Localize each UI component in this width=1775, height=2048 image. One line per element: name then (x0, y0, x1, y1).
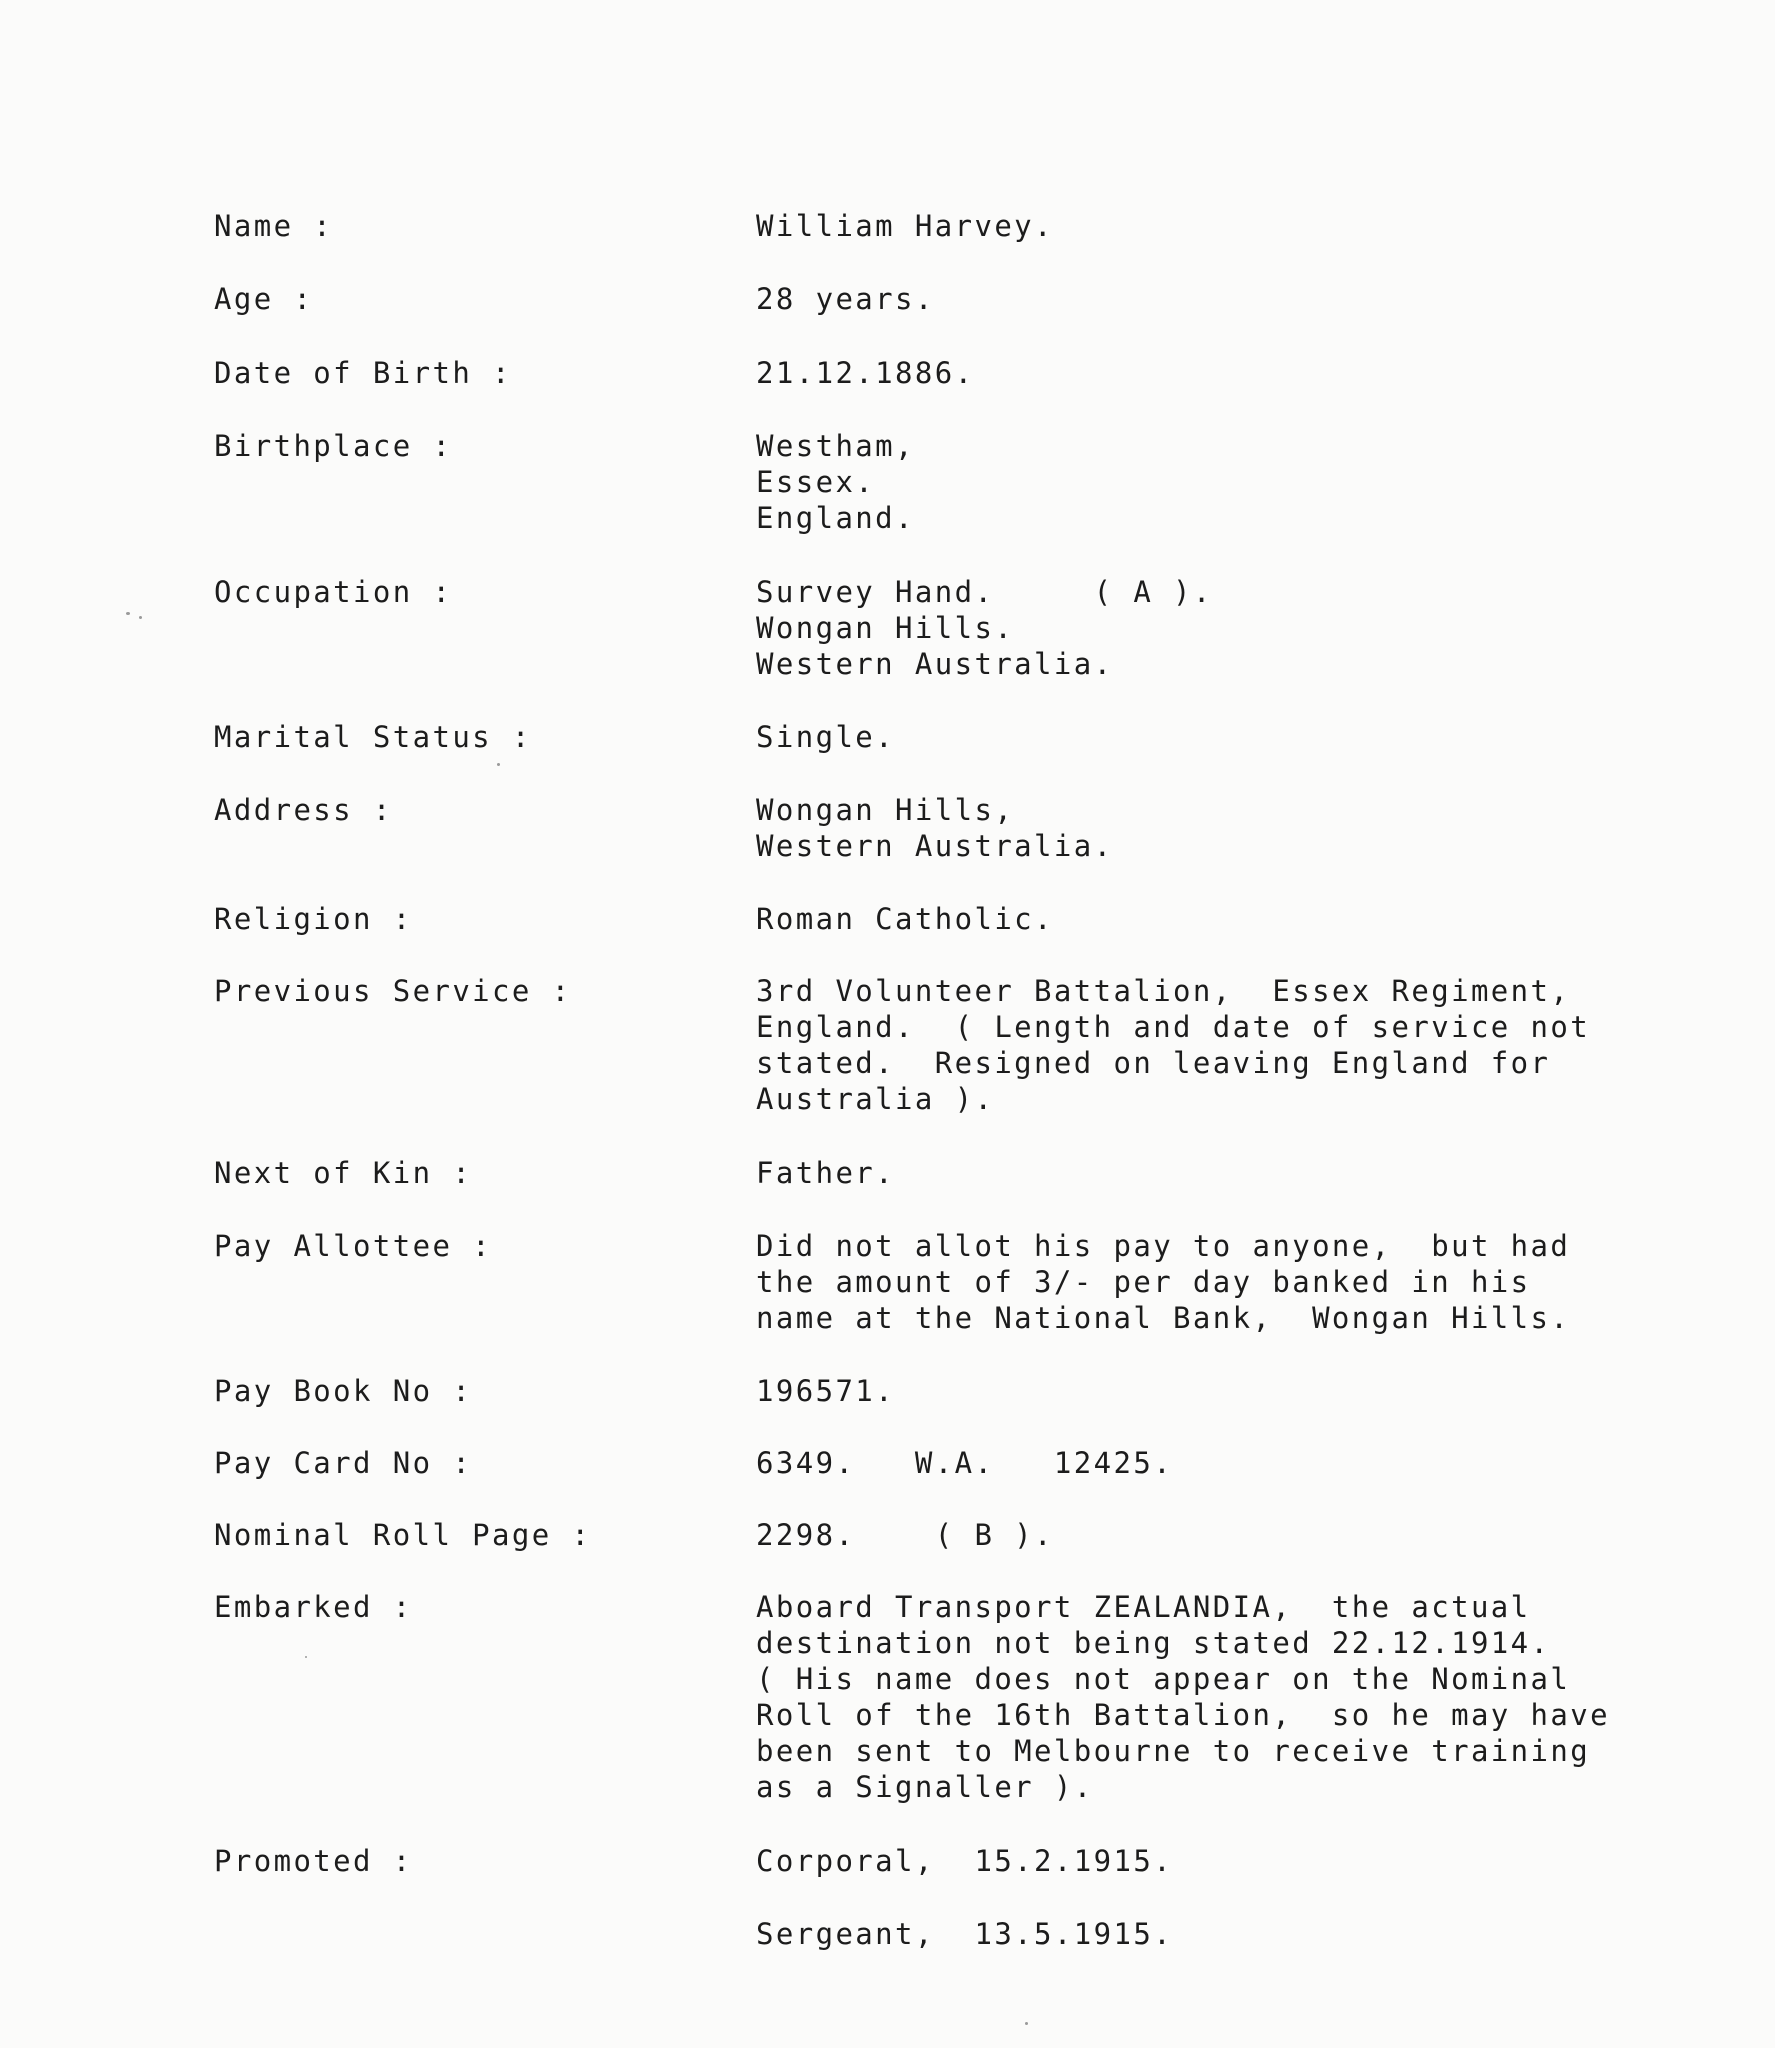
scan-speck (126, 612, 130, 615)
value-line: 196571. (756, 1374, 896, 1408)
value-line: the amount of 3/- per day banked in his (756, 1265, 1531, 1299)
next-of-kin-label: Next of Kin : (214, 1156, 473, 1190)
pay-allottee-value (756, 1228, 1570, 1336)
value-line: Roll of the 16th Battalion, so he may have (756, 1698, 1610, 1732)
value-line: Survey Hand. ( A ). (756, 575, 1213, 609)
pay-card-no-label: Pay Card No : (214, 1446, 473, 1480)
age-value (756, 281, 935, 317)
pay-card-no-value (756, 1445, 1173, 1481)
occupation-label: Occupation : (214, 575, 453, 609)
embarked-value (756, 1589, 1610, 1805)
value-line: Australia ). (756, 1082, 995, 1116)
scan-speck (497, 763, 500, 766)
value-line: Aboard Transport ZEALANDIA, the actual (756, 1590, 1531, 1624)
value-line: 6349. W.A. 12425. (756, 1446, 1174, 1480)
value-line: as a Signaller ). (756, 1770, 1094, 1804)
value-line: been sent to Melbourne to receive training (756, 1734, 1591, 1768)
value-line: William Harvey. (756, 209, 1054, 243)
value-line: Wongan Hills, (756, 793, 1015, 827)
pay-book-no-value (756, 1373, 895, 1409)
scan-speck (305, 1656, 307, 1658)
value-line: Essex. (756, 465, 876, 499)
value-line: Father. (756, 1156, 896, 1190)
value-line: 28 years. (756, 282, 935, 316)
occupation-value (756, 574, 1213, 682)
nominal-roll-page-value (756, 1517, 1054, 1553)
value-line: Western Australia. (756, 647, 1114, 681)
value-line: 21.12.1886. (756, 356, 975, 390)
value-line: destination not being stated 22.12.1914. (756, 1626, 1551, 1660)
nominal-roll-page-label: Nominal Roll Page : (214, 1518, 592, 1552)
name-value (756, 208, 1054, 244)
value-line: 3rd Volunteer Battalion, Essex Regiment, (756, 974, 1571, 1008)
age-label: Age : (214, 282, 314, 316)
religion-label: Religion : (214, 902, 413, 936)
value-line: Roman Catholic. (756, 902, 1054, 936)
scan-speck (1025, 2022, 1028, 2025)
promoted-label: Promoted : (214, 1844, 413, 1878)
value-line: Sergeant, 13.5.1915. (756, 1917, 1174, 1951)
address-label: Address : (214, 793, 393, 827)
previous-service-value (756, 973, 1590, 1117)
date-of-birth-label: Date of Birth : (214, 356, 512, 390)
value-line: Did not allot his pay to anyone, but had (756, 1229, 1571, 1263)
name-label: Name : (214, 209, 334, 243)
value-line: Western Australia. (756, 829, 1114, 863)
birthplace-value (756, 428, 915, 536)
promoted-value (756, 1843, 1173, 1879)
embarked-label: Embarked : (214, 1590, 413, 1624)
value-line: England. ( Length and date of service not (756, 1010, 1591, 1044)
value-line: ( His name does not appear on the Nominal (756, 1662, 1571, 1696)
pay-allottee-label: Pay Allottee : (214, 1229, 493, 1263)
scan-speck (139, 616, 142, 619)
address-value (756, 792, 1113, 864)
value-line: stated. Resigned on leaving England for (756, 1046, 1551, 1080)
value-line: name at the National Bank, Wongan Hills. (756, 1301, 1571, 1335)
marital-status-value (756, 719, 895, 755)
value-line: Westham, (756, 429, 915, 463)
value-line: Corporal, 15.2.1915. (756, 1844, 1174, 1878)
value-line: 2298. ( B ). (756, 1518, 1054, 1552)
religion-value (756, 901, 1054, 937)
value-line: England. (756, 501, 915, 535)
value-line: Wongan Hills. (756, 611, 1015, 645)
pay-book-no-label: Pay Book No : (214, 1374, 473, 1408)
birthplace-label: Birthplace : (214, 429, 453, 463)
next-of-kin-value (756, 1155, 895, 1191)
date-of-birth-value (756, 355, 974, 391)
value-line: Single. (756, 720, 896, 754)
previous-service-label: Previous Service : (214, 974, 572, 1008)
marital-status-label: Marital Status : (214, 720, 532, 754)
promoted-continued-value (756, 1916, 1173, 1952)
